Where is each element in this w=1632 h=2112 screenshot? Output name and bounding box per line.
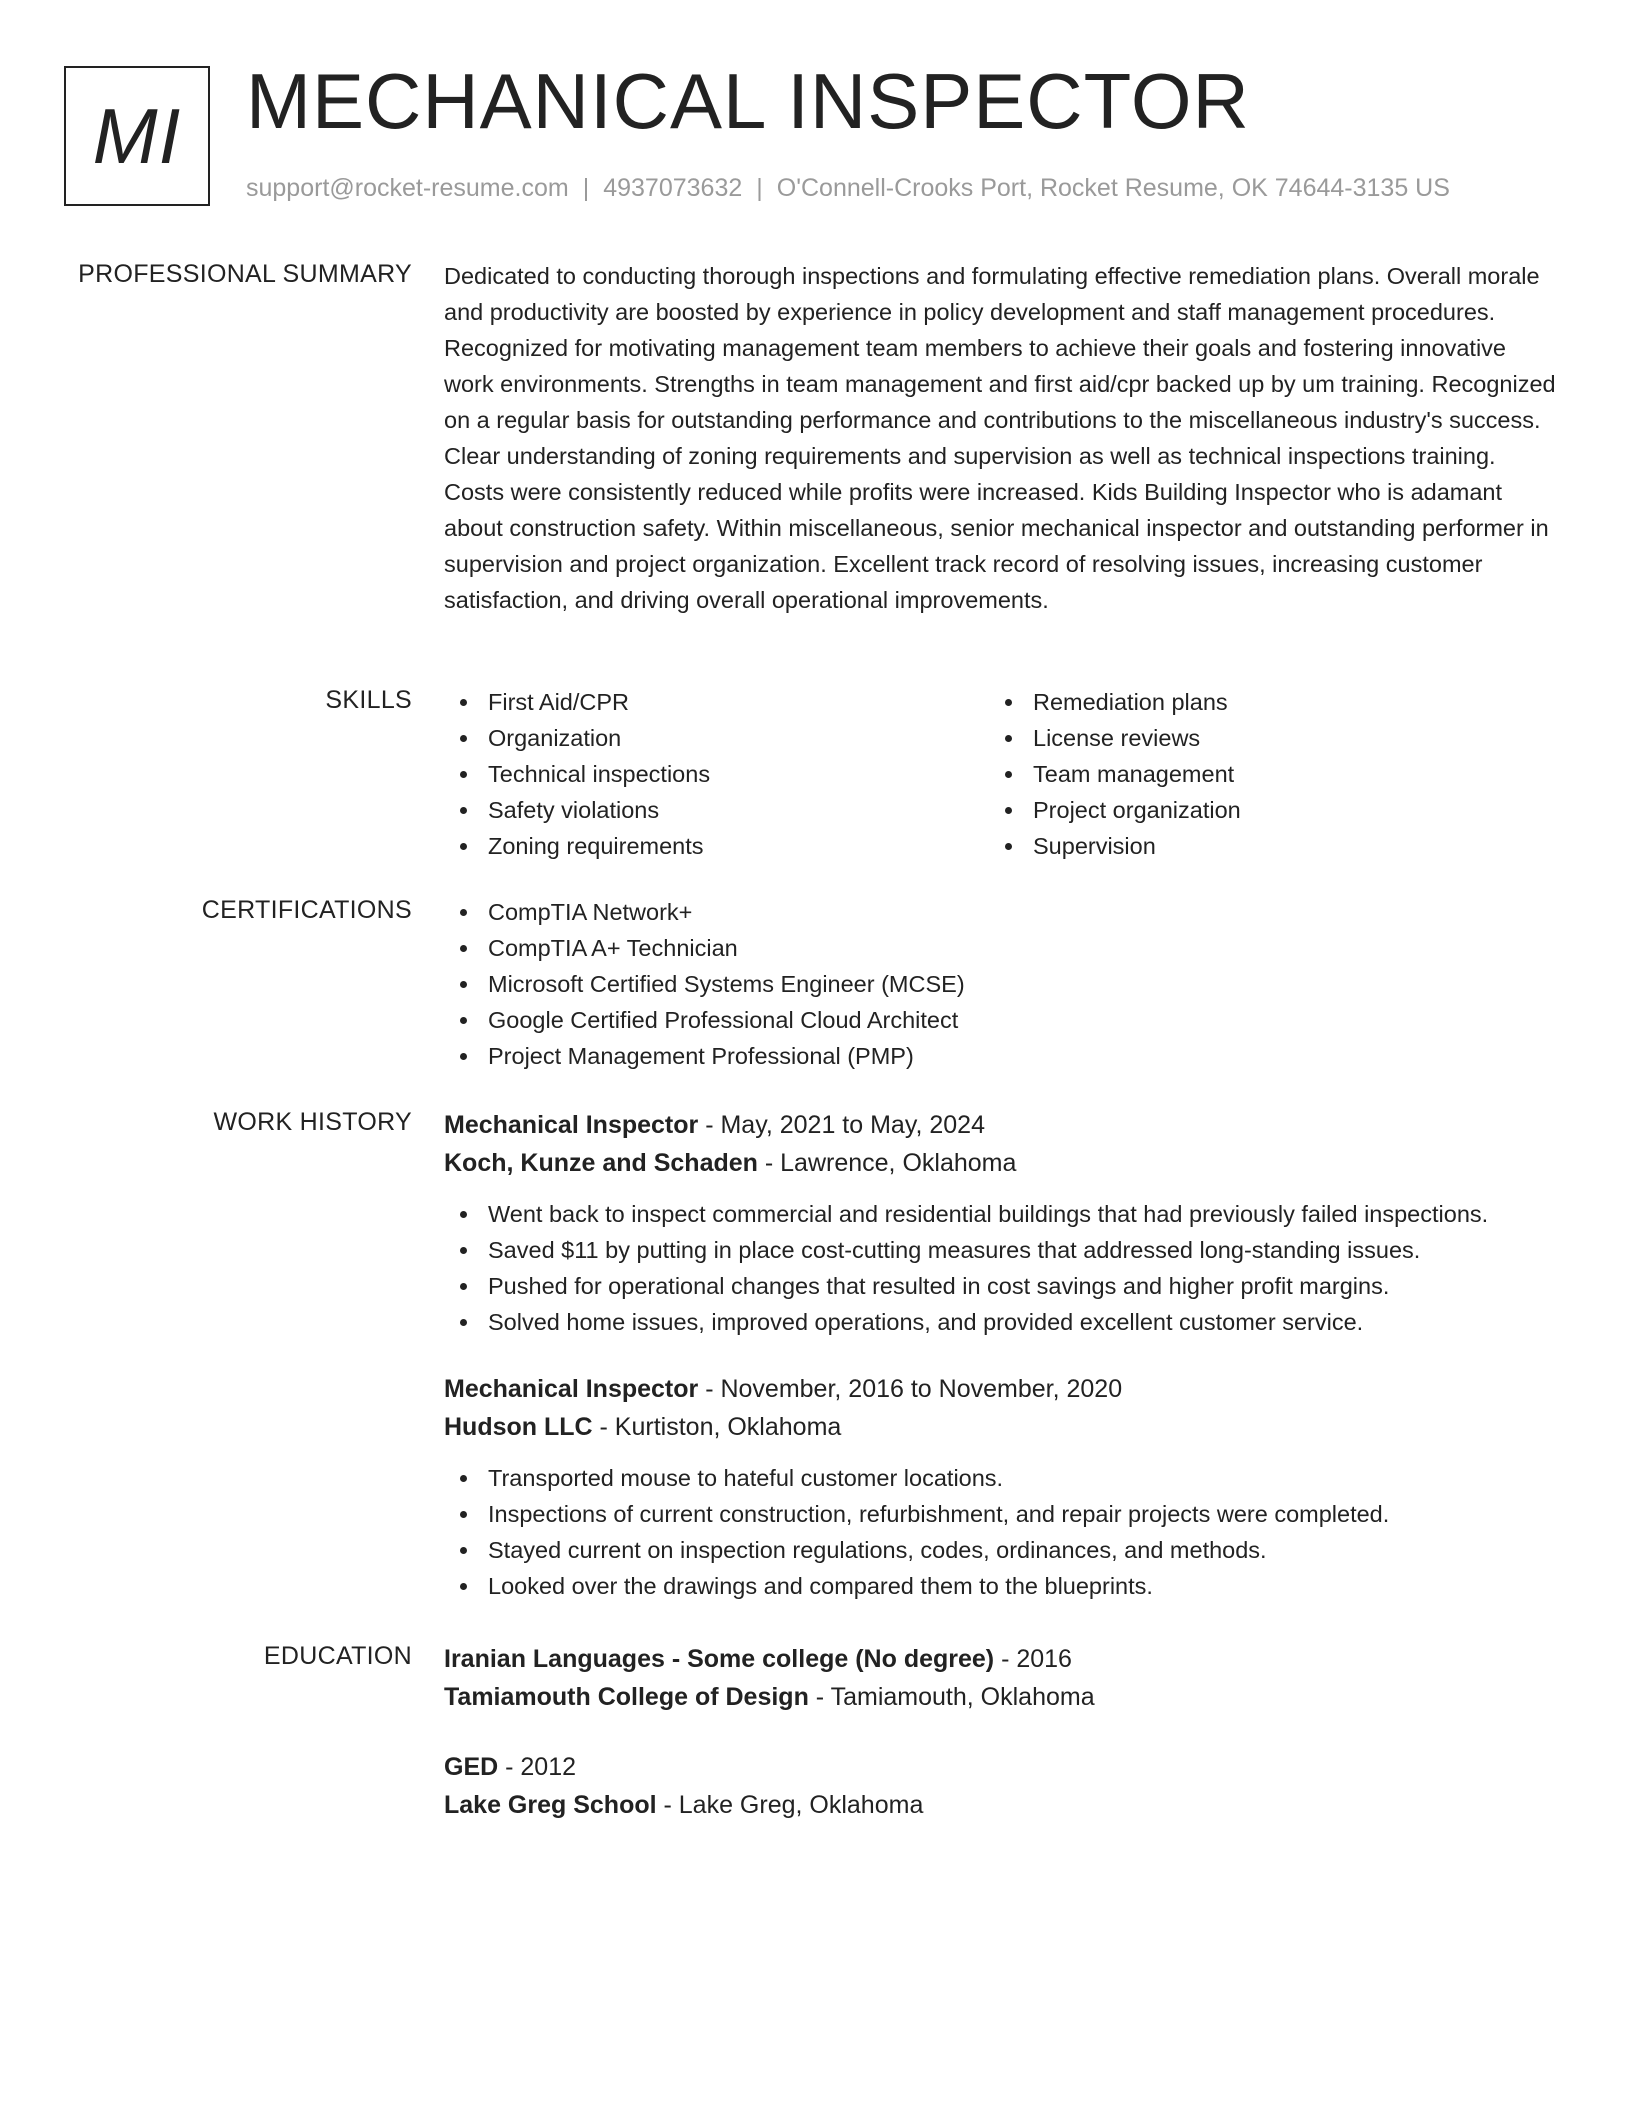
job-company: Hudson LLC <box>444 1413 593 1441</box>
job-title-line <box>444 1370 1559 1408</box>
summary-body <box>444 258 1559 618</box>
skill-item: Remediation plans <box>989 684 1534 720</box>
skill-item: Team management <box>989 756 1534 792</box>
education-location: - Lake Greg, Oklahoma <box>656 1791 924 1819</box>
job-company-line <box>444 1408 1559 1446</box>
section-label-certifications: CERTIFICATIONS <box>201 896 412 924</box>
contact-separator: | <box>582 174 590 202</box>
education-entry <box>444 1748 1559 1824</box>
education-year: - 2012 <box>498 1753 577 1781</box>
education-school: Lake Greg School <box>444 1791 657 1819</box>
job-entry <box>444 1370 1559 1604</box>
job-title: Mechanical Inspector <box>444 1375 699 1403</box>
skill-item: Supervision <box>989 828 1534 864</box>
monogram-initials: MI <box>92 91 182 180</box>
certification-item: Google Certified Professional Cloud Architect <box>444 1002 1559 1038</box>
skill-item: Safety violations <box>444 792 989 828</box>
work-history-body <box>444 1106 1559 1604</box>
education-year: - 2016 <box>994 1645 1072 1673</box>
section-label-summary: PROFESSIONAL SUMMARY <box>78 260 412 288</box>
contact-phone[interactable]: 4937073632 <box>603 174 743 202</box>
job-duty-item: Pushed for operational changes that resulted in cost savings and higher profit margins. <box>444 1268 1559 1304</box>
job-duty-item: Looked over the drawings and compared them to the blueprints. <box>444 1568 1559 1604</box>
skills-list-left <box>444 684 989 864</box>
certifications-body <box>444 894 1559 1074</box>
education-school: Tamiamouth College of Design <box>444 1683 809 1711</box>
skills-columns <box>444 684 1559 864</box>
job-entry <box>444 1106 1559 1340</box>
contact-address: O'Connell-Crooks Port, Rocket Resume, OK 74644-3135 US <box>776 174 1450 202</box>
summary-text: Dedicated to conducting thorough inspections and formulating effective remediation plans. Overall morale and productivity are boosted by experience in policy development and staff management procedures. Recognized for motivating management team members to achieve their goals and fostering innovative work environments. Strengths in team management and first aid/cpr backed up by um training. Recognized on a regular basis for outstanding performance and contributions to the miscellaneous industry's success. Clear understanding of zoning requirements and supervision as well as technical inspections training. Costs were consistently reduced while profits were increased. Kids Building Inspector who is adamant about construction safety. Within miscellaneous, senior mechanical inspector and outstanding performer in supervision and project organization. Excellent track record of resolving issues, increasing customer satisfaction, and driving overall operational improvements. <box>444 263 1556 613</box>
contact-line <box>246 172 1450 204</box>
section-label-education: EDUCATION <box>263 1642 412 1670</box>
job-duty-item: Transported mouse to hateful customer locations. <box>444 1460 1559 1496</box>
candidate-name: MECHANICAL INSPECTOR <box>246 57 1250 145</box>
education-school-line <box>444 1678 1559 1716</box>
job-location: - Kurtiston, Oklahoma <box>592 1413 842 1441</box>
monogram-box <box>64 66 210 206</box>
education-degree: Iranian Languages - Some college (No degree) <box>444 1645 995 1673</box>
job-duties-list <box>444 1196 1559 1340</box>
job-dates: - November, 2016 to November, 2020 <box>698 1375 1123 1403</box>
skill-item: Organization <box>444 720 989 756</box>
certification-item: Microsoft Certified Systems Engineer (MCSE) <box>444 966 1559 1002</box>
job-title: Mechanical Inspector <box>444 1111 699 1139</box>
skills-body <box>444 684 1559 864</box>
certification-item: CompTIA Network+ <box>444 894 1559 930</box>
skill-item: Zoning requirements <box>444 828 989 864</box>
skills-list-right <box>989 684 1534 864</box>
job-duty-item: Solved home issues, improved operations, and provided excellent customer service. <box>444 1304 1559 1340</box>
job-duties-list <box>444 1460 1559 1604</box>
certification-item: Project Management Professional (PMP) <box>444 1038 1559 1074</box>
certification-item: CompTIA A+ Technician <box>444 930 1559 966</box>
education-location: - Tamiamouth, Oklahoma <box>808 1683 1095 1711</box>
education-body <box>444 1640 1559 1824</box>
skill-item: Technical inspections <box>444 756 989 792</box>
job-duty-item: Went back to inspect commercial and residential buildings that had previously failed inspections. <box>444 1196 1559 1232</box>
job-title-line <box>444 1106 1559 1144</box>
education-degree-line <box>444 1640 1559 1678</box>
contact-email[interactable]: support@rocket-resume.com <box>246 174 569 202</box>
job-company: Koch, Kunze and Schaden <box>444 1149 758 1177</box>
job-location: - Lawrence, Oklahoma <box>757 1149 1017 1177</box>
education-degree-line <box>444 1748 1559 1786</box>
job-dates: - May, 2021 to May, 2024 <box>698 1111 985 1139</box>
section-label-work-history: WORK HISTORY <box>213 1108 412 1136</box>
section-label-skills: SKILLS <box>325 686 412 714</box>
skill-item: Project organization <box>989 792 1534 828</box>
job-duty-item: Inspections of current construction, refurbishment, and repair projects were completed. <box>444 1496 1559 1532</box>
job-duty-item: Saved $11 by putting in place cost-cutting measures that addressed long-standing issues. <box>444 1232 1559 1268</box>
skill-item: License reviews <box>989 720 1534 756</box>
education-school-line <box>444 1786 1559 1824</box>
job-company-line <box>444 1144 1559 1182</box>
certifications-list <box>444 894 1559 1074</box>
contact-separator: | <box>756 174 763 202</box>
skill-item: First Aid/CPR <box>444 684 989 720</box>
education-entry <box>444 1640 1559 1716</box>
education-degree: GED <box>444 1753 499 1781</box>
job-duty-item: Stayed current on inspection regulations, codes, ordinances, and methods. <box>444 1532 1559 1568</box>
